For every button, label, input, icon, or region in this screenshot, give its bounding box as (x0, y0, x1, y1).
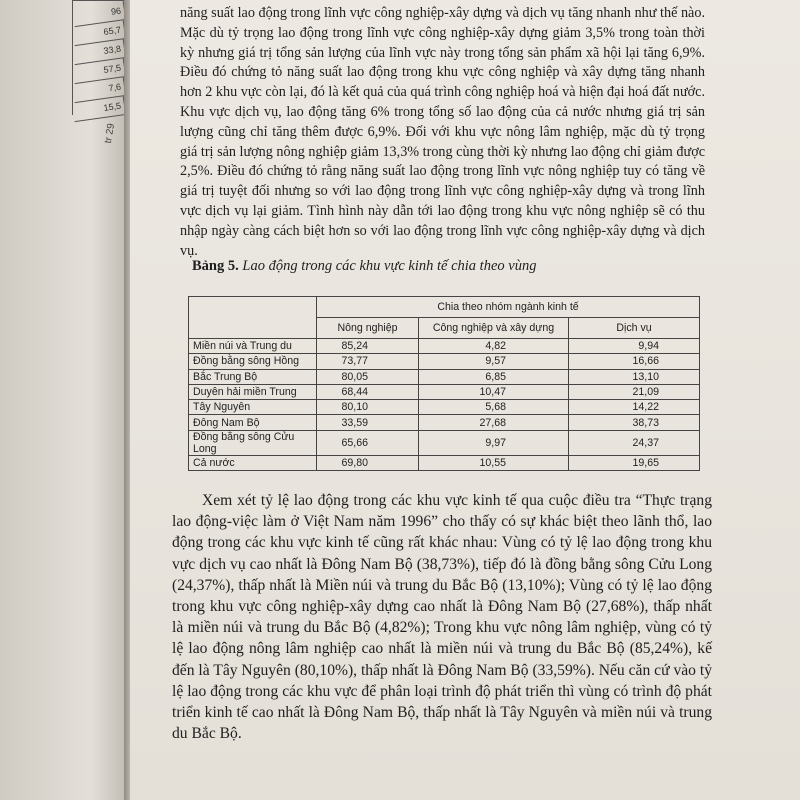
table-row (189, 354, 700, 369)
value-cell: 33,59 (317, 415, 419, 430)
region-cell: Tây Nguyên (189, 400, 317, 415)
labor-table (188, 296, 700, 471)
value-cell: 21,09 (569, 384, 700, 399)
value-cell: 9,57 (419, 354, 569, 369)
left-page-number: 96 (72, 1, 126, 27)
value-cell: 38,73 (569, 415, 700, 430)
table-caption (192, 258, 536, 275)
table-row (189, 339, 700, 354)
region-cell: Duyên hải miền Trung (189, 384, 317, 399)
table-caption-label: Bảng 5. (192, 258, 239, 274)
region-cell: Miền núi và Trung du (189, 339, 317, 354)
value-cell: 14,22 (569, 400, 700, 415)
value-cell: 27,68 (419, 415, 569, 430)
value-cell: 80,10 (317, 400, 419, 415)
left-page-table-fragment (72, 0, 125, 115)
paragraph-1 (180, 4, 705, 261)
value-cell: 5,68 (419, 400, 569, 415)
region-cell: Đồng bằng sông Cửu Long (189, 430, 317, 455)
region-cell: Cả nước (189, 455, 317, 470)
value-cell: 13,10 (569, 369, 700, 384)
table-corner (189, 297, 317, 339)
paragraph-2 (172, 490, 712, 744)
value-cell: 24,37 (569, 430, 700, 455)
left-page (0, 0, 130, 800)
book-page (130, 0, 800, 800)
column-header: Dịch vụ (569, 318, 700, 339)
region-cell: Đồng bằng sông Hồng (189, 354, 317, 369)
left-page-number: 7,6 (72, 77, 126, 103)
table-row (189, 430, 700, 455)
table-row (189, 384, 700, 399)
value-cell: 73,77 (317, 354, 419, 369)
table-group-header: Chia theo nhóm ngành kinh tế (317, 297, 700, 318)
table-row (189, 369, 700, 384)
column-header: Công nghiệp và xây dựng (419, 318, 569, 339)
value-cell: 6,85 (419, 369, 569, 384)
value-cell: 68,44 (317, 384, 419, 399)
value-cell: 65,66 (317, 430, 419, 455)
value-cell: 9,94 (569, 339, 700, 354)
table-row (189, 415, 700, 430)
left-page-number: 65,7 (72, 20, 126, 46)
table-caption-title: Lao động trong các khu vực kinh tế chia theo vùng (242, 258, 537, 274)
left-page-number: 33,8 (72, 39, 126, 65)
paragraph-2-text: Xem xét tỷ lệ lao động trong các khu vực kinh tế qua cuộc điều tra “Thực trạng lao động-việc làm ở Việt Nam năm 1996” cho thấy có sự khác biệt theo lãnh thổ, lao động trong các khu vực kinh tế cũng rất khác nhau: Vùng có tỷ lệ lao động trong khu vực dịch vụ cao nhất là Đông Nam Bộ (38,73%), tiếp đó là đồng bằng sông Cửu Long (24,37%), thấp nhất là Miền núi và trung du Bắc Bộ (13,10%); Vùng có tỷ lệ lao động trong khu vực công nghiệp-xây dựng cao nhất là Đông Nam Bộ (27,68%), thấp nhất là miền núi và trung du Bắc Bộ (4,82%); Trong khu vực nông lâm nghiệp, vùng có tỷ lệ lao động nông lâm nghiệp cao nhất là miền núi và trung du Bắc Bộ (85,24%), kế đến là Tây Nguyên (80,10%), thấp nhất là Đông Nam Bộ (33,59%). Nếu căn cứ vào tỷ lệ lao động trong các khu vực để phân loại trình độ phát triển thì vùng có trình độ phát triển kinh tế cao nhất là Đông Nam Bộ, thấp nhất là Tây Nguyên và miền núi và trung du Bắc Bộ. (172, 492, 712, 743)
value-cell: 85,24 (317, 339, 419, 354)
table-row-total (189, 455, 700, 470)
value-cell: 4,82 (419, 339, 569, 354)
value-cell: 9,97 (419, 430, 569, 455)
value-cell: 10,47 (419, 384, 569, 399)
region-cell: Đông Nam Bộ (189, 415, 317, 430)
left-page-note: tr 29 (102, 122, 118, 145)
value-cell: 16,66 (569, 354, 700, 369)
value-cell: 10,55 (419, 455, 569, 470)
left-page-number: 57,5 (72, 58, 126, 84)
value-cell: 69,80 (317, 455, 419, 470)
column-header: Nông nghiệp (317, 318, 419, 339)
value-cell: 19,65 (569, 455, 700, 470)
region-cell: Bắc Trung Bộ (189, 369, 317, 384)
table-row (189, 400, 700, 415)
left-page-number: 15,5 (72, 96, 126, 122)
paragraph-1-text: năng suất lao động trong lĩnh vực công nghiệp-xây dựng và dịch vụ tăng nhanh như thế nào. Mặc dù tỷ trọng lao động trong lĩnh vực công nghiệp-xây dựng giảm 3,5% trong toàn thời kỳ nhưng giá trị tổng sản lượng của lĩnh vực này trong tổng sản phẩm xã hội lại tăng 6,9%. Điều đó chứng tỏ năng suất lao động trong khu vực công nghiệp và xây dựng tăng nhanh hơn 2 khu vực còn lại, đó là kết quả của quá trình công nghiệp hoá và hiện đại hoá đất nước. Khu vực dịch vụ, lao động tăng 6% trong tổng số lao động của cả nước nhưng giá trị sản lượng cũng chỉ tăng thêm được 6,9%. Đối với khu vực nông lâm nghiệp, mặc dù tỷ trọng giá trị sản lượng nông nghiệp giảm 13,3% trong cùng thời kỳ nhưng lao động chỉ giảm được 2,5%. Điều đó chứng tỏ rằng năng suất lao động trong lĩnh vực nông nghiệp tuy có tăng về giá trị tuyệt đối nhưng so với lao động trong lĩnh vực công nghiệp-xây dựng và trong lĩnh vực dịch vụ lại giảm. Tình hình này dẫn tới lao động trong khu vực nông nghiệp sẽ có thu nhập ngày càng cách biệt hơn so với lao động trong lĩnh vực công nghiệp-xây dựng và dịch vụ. (180, 5, 705, 259)
value-cell: 80,05 (317, 369, 419, 384)
